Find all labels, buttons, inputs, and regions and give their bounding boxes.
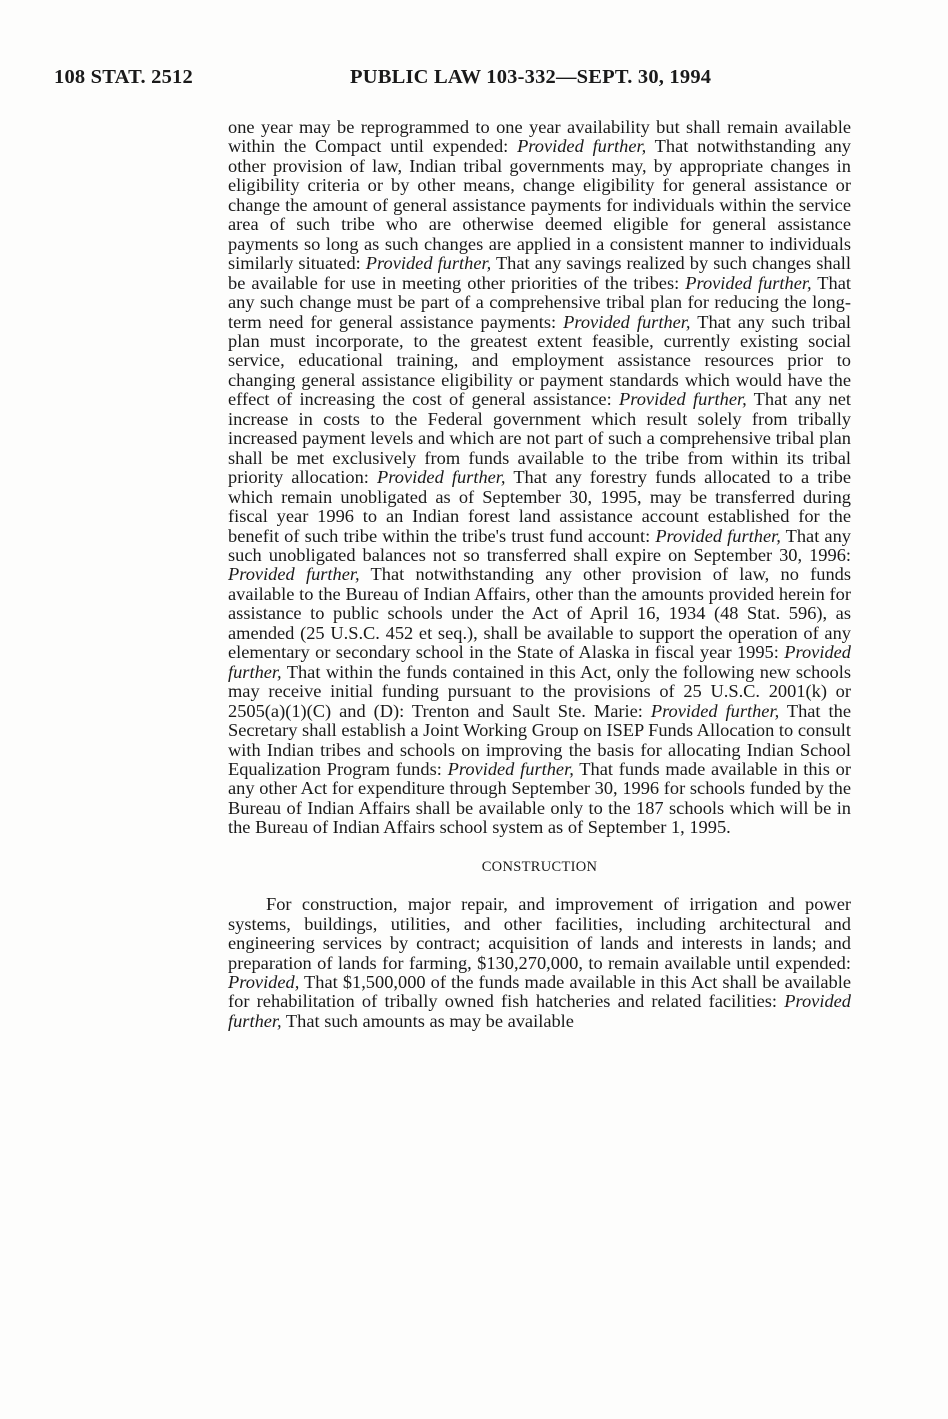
italic-proviso: Provided further, — [517, 136, 647, 157]
text-run: That $1,500,000 of the funds made available in this Act shall be available for rehabilitation of tribally owned fish hatcheries and related facilities: — [228, 972, 851, 1012]
italic-proviso: Provided further, — [447, 758, 574, 779]
text-run: That notwithstanding any other provision of law, no funds available to the Bureau of Indian Affairs, other than the amounts provided herein for assistance to public schools under the Act of April 16, 1934 (48 Stat. 596), as amended (25 U.S.C. 452 et seq.), shall be available to support the operation of any elementary or secondary school in the State of Alaska in fiscal year 1995: — [228, 564, 851, 663]
italic-proviso: Provided further, — [650, 700, 780, 721]
text-run: That the Secretary shall establish a Joint Working Group on ISEP Funds Allocation to consult with Indian tribes and schools on improving the basis for allocating Indian School Equalization Program funds: — [228, 700, 851, 779]
text-run: That any such unobligated balances not so transferred shall expire on September 30, 1996: — [228, 525, 851, 565]
italic-proviso: Provided further, — [619, 389, 747, 410]
italic-proviso: Provided further, — [685, 272, 812, 293]
italic-proviso: Provided, — [228, 972, 300, 993]
italic-proviso: Provided further, — [365, 253, 492, 274]
text-run: That any net increase in costs to the Federal government which result solely from tribally increased payment levels and which are not part of such a comprehensive tribal plan shall be met exclusively from funds available to the tribe from within its tribal priority allocation: — [228, 389, 852, 488]
construction-paragraph — [228, 895, 851, 1031]
text-run: That any such tribal plan must incorporate, to the greatest extent feasible, currently existing social service, educational training, and employment assistance resources prior to changing general assistance eligibility or payment standards which would have the effect of increasing the cost of general assistance: — [228, 311, 851, 410]
provisions-paragraph — [228, 118, 851, 838]
text-run: For construction, major repair, and improvement of irrigation and power systems, buildings, utilities, and other facilities, including architectural and engineering services by contract; acquisition of lands and interests in lands; and preparation of lands for farming, $130,270,000, to remain available until expended: — [228, 894, 851, 973]
body-text — [228, 118, 851, 1031]
italic-proviso: Provided further, — [655, 525, 781, 546]
italic-proviso: Provided further, — [228, 642, 851, 682]
italic-proviso: Provided further, — [377, 467, 506, 488]
text-run: That notwithstanding any other provision of law, Indian tribal governments may, by appropriate changes in eligibility criteria or by other means, change eligibility for general assistance or change the amount of general assistance payments for individuals within the service area of such tribe who are otherwise deemed eligible for general assistance payments so long as such changes are applied in a consistent manner to individuals similarly situated: — [228, 136, 851, 274]
text-run: That any savings realized by such changes shall be available for use in meeting other priorities of the tribes: — [228, 253, 851, 293]
italic-proviso: Provided further, — [228, 991, 851, 1031]
text-run: That funds made available in this or any other Act for expenditure through September 30, 1996 for schools funded by the Bureau of Indian Affairs shall be available only to the 187 schools which will be in the Bureau of Indian Affairs school system as of September 1, 1995. — [228, 758, 851, 838]
text-run: one year may be reprogrammed to one year availability but shall remain available within the Compact until expended: — [228, 117, 851, 157]
text-run: That within the funds contained in this Act, only the following new schools may receive initial funding pursuant to the provisions of 25 U.S.C. 2001(k) or 2505(a)(1)(C) and (D): Trenton and Sault Ste. Marie: — [228, 661, 851, 721]
italic-proviso: Provided further, — [563, 311, 691, 332]
text-run: That any forestry funds allocated to a tribe which remain unobligated as of September 30, 1995, may be transferred during fiscal year 1996 to an Indian forest land assistance account established for the benefit of such tribe within the tribe's trust fund account: — [228, 467, 851, 546]
statute-page-number: 108 STAT. 2512 — [54, 66, 193, 88]
italic-proviso: Provided further, — [228, 564, 360, 585]
section-heading-construction: CONSTRUCTION — [481, 858, 598, 875]
text-run: That any such change must be part of a comprehensive tribal plan for reducing the long-term need for general assistance payments: — [228, 272, 851, 332]
running-header — [54, 66, 862, 96]
public-law-title: PUBLIC LAW 103-332—SEPT. 30, 1994 — [350, 66, 712, 88]
text-run: That such amounts as may be available — [281, 1010, 574, 1031]
